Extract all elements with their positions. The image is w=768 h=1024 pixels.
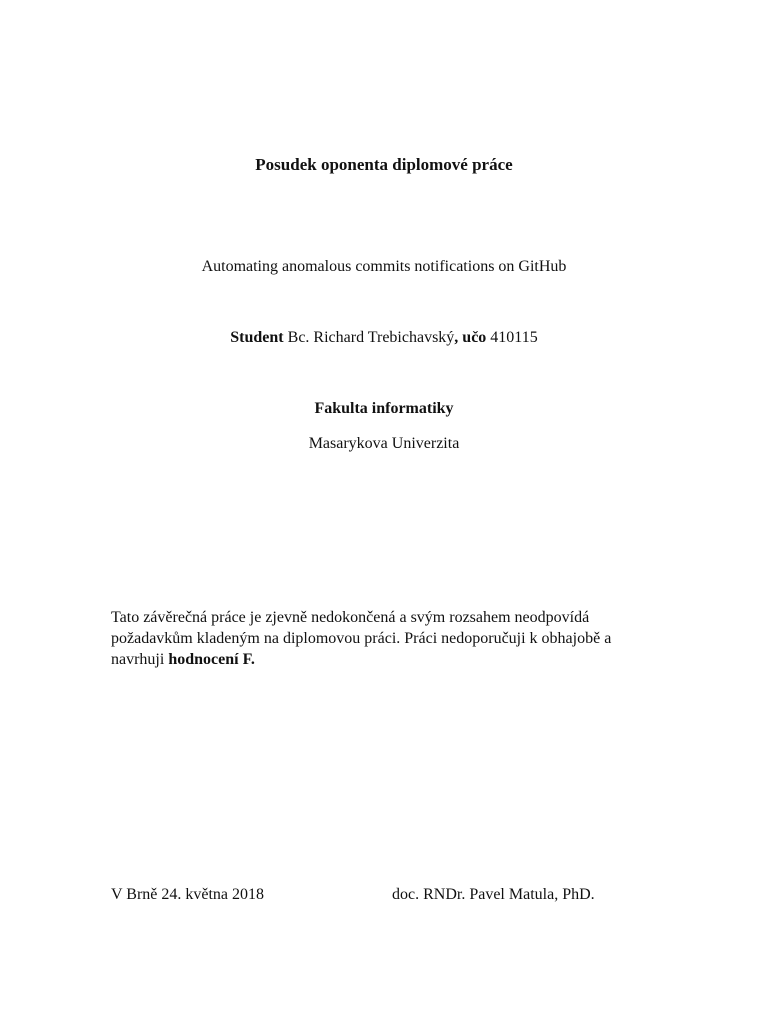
student-name: Bc. Richard Trebichavský bbox=[287, 329, 455, 346]
student-label: Student bbox=[230, 329, 284, 346]
page-title: Posudek oponenta diplomové práce bbox=[255, 155, 513, 174]
student-separator: , bbox=[454, 329, 459, 346]
verdict-paragraph bbox=[111, 607, 671, 670]
student-info bbox=[0, 329, 768, 347]
verdict-line-3 bbox=[111, 649, 671, 670]
uco-value: 410115 bbox=[490, 329, 538, 346]
verdict-line-1: Tato závěrečná práce je zjevně nedokončená a svým rozsahem neodpovídá bbox=[111, 609, 590, 626]
verdict-line-3-prefix: navrhuji bbox=[111, 651, 165, 668]
reviewer-signature: doc. RNDr. Pavel Matula, PhD. bbox=[392, 886, 595, 903]
uco-label: učo bbox=[462, 329, 487, 346]
verdict-grade: hodnocení F. bbox=[168, 651, 255, 668]
place-and-date: V Brně 24. května 2018 bbox=[111, 886, 265, 903]
faculty-name: Fakulta informatiky bbox=[314, 400, 454, 417]
university-name: Masarykova Univerzita bbox=[308, 435, 460, 452]
verdict-line-2: požadavkům kladeným na diplomovou práci. Práci nedoporučuji k obhajobě a bbox=[111, 630, 612, 647]
thesis-title: Automating anomalous commits notifications on GitHub bbox=[201, 258, 567, 275]
